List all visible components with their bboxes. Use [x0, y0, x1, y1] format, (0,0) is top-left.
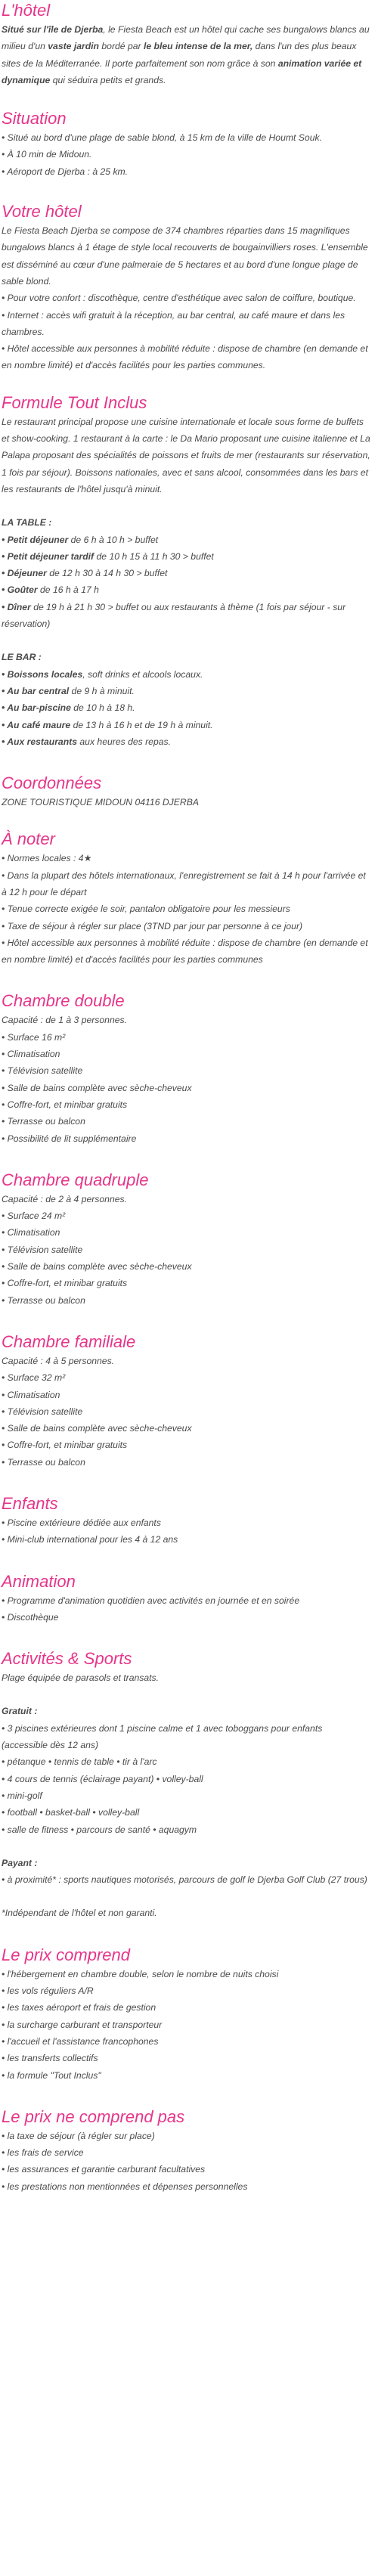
section-title-votre-hotel: Votre hôtel	[2, 202, 82, 222]
meal-label: • Goûter	[2, 584, 38, 596]
section-formule	[2, 392, 370, 750]
section-situation	[2, 108, 370, 180]
a-noter-list	[2, 850, 370, 968]
list-item: • à proximité* : sports nautiques motorisés, parcours de golf le Djerba Golf Club (27 trous)	[2, 1874, 367, 1886]
section-title-coordonnees: Coordonnées	[2, 773, 102, 793]
formule-intro: Le restaurant principal propose une cuisine internationale et locale sous forme de buffets et show-cooking. 1 restaurant à la carte : le Da Mario proposant une cuisine italienne et La Palapa proposant des spécialités de poissons et fruits de mer (restaurants sur réservation, 1 fois par séjour). Boissons nationales, avec et sans alcool, consommées dans les bars et les restaurants de l'hôtel jusqu'à minuit.	[2, 416, 370, 494]
section-title-chambre-familiale: Chambre familiale	[2, 1331, 136, 1351]
payant-heading: Payant :	[2, 1857, 38, 1868]
list-item	[2, 581, 370, 598]
bar-time: de 13 h à 16 h et de 19 h à minuit.	[70, 719, 213, 730]
section-title-activites: Activités & Sports	[2, 1649, 132, 1669]
list-item: • mini-golf	[2, 1790, 42, 1801]
list-item	[2, 599, 370, 633]
section-title-prix-comprend: Le prix comprend	[2, 1945, 130, 1964]
gratuit-heading: Gratuit :	[2, 1706, 38, 1717]
section-title-animation: Animation	[2, 1571, 76, 1591]
bar-label: • Boissons locales	[2, 668, 83, 680]
hotel-description	[2, 21, 370, 88]
bar-label: • Au café maure	[2, 719, 71, 730]
bar-time: de 9 h à minuit.	[69, 685, 135, 696]
list-item: • Mini-club international pour les 4 à 12 ans	[2, 1534, 178, 1545]
list-item: • Hôtel accessible aux personnes à mobilité réduite : dispose de chambre (en demande et en nombre limité) et d'accès facilités pour les parties communes	[2, 937, 368, 966]
list-item: • la taxe de séjour (à régler sur place)	[2, 2130, 155, 2141]
list-item: • Situé au bord d'une plage de sable blond, à 15 km de la ville de Houmt Souk.	[2, 132, 322, 144]
section-title-situation: Situation	[2, 109, 67, 129]
hotel-intro-text-4: qui séduira petits et grands.	[50, 74, 166, 85]
hotel-intro-text-3: dans l'un des plus beaux sites de la Méditerranée. Il porte parfaitement son nom grâce à son	[2, 41, 357, 69]
list-item: • Télévision satellite	[2, 1244, 83, 1255]
bar-label: • Au bar central	[2, 685, 70, 696]
list-item: • Terrasse ou balcon	[2, 1456, 85, 1468]
section-votre-hotel	[2, 201, 370, 374]
bar-time: aux heures des repas.	[77, 736, 171, 747]
meal-time: de 16 h à 17 h	[37, 584, 99, 596]
list-item: • les transferts collectifs	[2, 2053, 98, 2064]
list-item: • salle de fitness • parcours de santé • aquagym	[2, 1824, 197, 1835]
list-item	[2, 548, 370, 565]
bar-time: , soft drinks et alcools locaux.	[82, 668, 203, 680]
meal-label: • Dîner	[2, 601, 31, 612]
hotel-intro-bold-2: vaste jardin	[48, 41, 100, 52]
list-item: • Possibilité de lit supplémentaire	[2, 1133, 137, 1144]
list-item: • les frais de service	[2, 2147, 84, 2159]
section-title-hotel: L'hôtel	[2, 1, 51, 20]
list-item: • Surface 32 m²	[2, 1372, 66, 1384]
list-item: • Salle de bains complète avec sèche-cheveux	[2, 1261, 192, 1273]
list-item: • Climatisation	[2, 1049, 60, 1060]
meal-label: • Déjeuner	[2, 568, 47, 579]
meal-time: de 6 h à 10 h > buffet	[68, 534, 159, 545]
list-item: • Normes locales : 4★	[2, 853, 92, 864]
list-item: • l'hébergement en chambre double, selon le nombre de nuits choisi	[2, 1968, 279, 1979]
list-item: • Surface 16 m²	[2, 1031, 66, 1043]
situation-list	[2, 129, 370, 180]
section-title-enfants: Enfants	[2, 1494, 58, 1513]
section-chambre-familiale	[2, 1331, 370, 1471]
section-title-a-noter: À noter	[2, 829, 55, 849]
list-item	[2, 699, 370, 716]
table-heading: LA TABLE :	[2, 517, 52, 529]
formule-text	[2, 414, 370, 750]
activites-intro: Plage équipée de parasols et transats.	[2, 1672, 160, 1684]
list-item	[2, 532, 370, 548]
list-item: • l'accueil et l'assistance francophones	[2, 2035, 159, 2047]
bar-heading: LE BAR :	[2, 652, 42, 663]
chambre-quadruple-list	[2, 1191, 370, 1309]
list-item: • les prestations non mentionnées et dépenses personnelles	[2, 2181, 248, 2192]
list-item: • Aéroport de Djerba : à 25 km.	[2, 166, 129, 177]
list-item: • les taxes aéroport et frais de gestion	[2, 2002, 156, 2013]
section-activites	[2, 1648, 370, 1922]
section-animation	[2, 1571, 370, 1626]
list-item: • Salle de bains complète avec sèche-cheveux	[2, 1423, 192, 1434]
bar-time: de 10 h à 18 h.	[70, 702, 135, 714]
meal-time: de 12 h 30 à 14 h 30 > buffet	[46, 568, 168, 579]
list-item: • 3 piscines extérieures dont 1 piscine calme et 1 avec toboggans pour enfants (accessible dès 12 ans)	[2, 1722, 323, 1751]
hotel-intro-bold-1: Situé sur l'île de Djerba	[2, 24, 104, 35]
list-item: • Discothèque	[2, 1611, 59, 1623]
list-item: • Télévision satellite	[2, 1065, 83, 1077]
activites-text	[2, 1669, 370, 1922]
list-item: • Surface 24 m²	[2, 1211, 66, 1222]
list-item	[2, 733, 370, 750]
section-chambre-double	[2, 990, 370, 1146]
section-coordonnees	[2, 773, 370, 811]
prix-ne-comprend-pas-list	[2, 2128, 370, 2195]
list-item: • Tenue correcte exigée le soir, pantalon obligatoire pour les messieurs	[2, 904, 290, 915]
list-item: • Taxe de séjour à régler sur place (3TND par jour par personne à ce jour)	[2, 920, 303, 932]
list-item: Capacité : de 2 à 4 personnes.	[2, 1193, 127, 1204]
list-item: • Internet : accès wifi gratuit à la réception, au bar central, au café maure et dans les chambres.	[2, 309, 345, 337]
section-prix-ne-comprend-pas	[2, 2106, 370, 2195]
list-item: • Télévision satellite	[2, 1406, 83, 1417]
list-item: Le Fiesta Beach Djerba se compose de 374 chambres réparties dans 15 magnifiques bungalows blancs à 1 étage de style local recouverts de bougainvilliers roses. L'ensemble est disséminé au cœur d'une palmeraie de 5 hectares et au bord d'une longue plage de sable blond.	[2, 225, 368, 287]
hotel-intro-bold-3: le bleu intense de la mer,	[143, 41, 253, 52]
section-title-chambre-double: Chambre double	[2, 991, 125, 1011]
address-text: ZONE TOURISTIQUE MIDOUN 04116 DJERBA	[2, 797, 199, 808]
section-hotel	[2, 0, 370, 88]
list-item: • Terrasse ou balcon	[2, 1116, 85, 1127]
list-item: • Dans la plupart des hôtels internationaux, l'enregistrement se fait à 14 h pour l'arrivée et à 12 h pour le départ	[2, 870, 366, 897]
address	[2, 794, 370, 811]
chambre-double-list	[2, 1012, 370, 1146]
activites-note: *Indépendant de l'hôtel et non garanti.	[2, 1908, 157, 1919]
meal-time: de 19 h à 21 h 30 > buffet ou aux restaurants à thème (1 fois par séjour - sur réservation)	[2, 601, 346, 630]
list-item: • Pour votre confort : discothèque, centre d'esthétique avec salon de coiffure, boutique.	[2, 293, 356, 304]
list-item: • pétanque • tennis de table • tir à l'arc	[2, 1756, 157, 1768]
bar-label: • Aux restaurants	[2, 736, 77, 747]
list-item: • Coffre-fort, et minibar gratuits	[2, 1440, 128, 1451]
list-item: • Coffre-fort, et minibar gratuits	[2, 1099, 128, 1110]
meal-time: de 10 h 15 à 11 h 30 > buffet	[94, 550, 214, 562]
animation-list	[2, 1592, 370, 1626]
list-item: • Hôtel accessible aux personnes à mobilité réduite : dispose de chambre (en demande et en nombre limité) et d'accès facilités pour les parties communes.	[2, 343, 368, 371]
list-item: • Piscine extérieure dédiée aux enfants	[2, 1517, 161, 1528]
list-item	[2, 565, 370, 581]
list-item: • la formule "Tout Inclus"	[2, 2069, 101, 2081]
section-title-chambre-quadruple: Chambre quadruple	[2, 1170, 149, 1189]
list-item: • Terrasse ou balcon	[2, 1294, 85, 1306]
meal-label: • Petit déjeuner tardif	[2, 550, 94, 562]
list-item: • Climatisation	[2, 1227, 60, 1238]
hotel-intro-text-1: , le Fiesta Beach est un hôtel qui cache ses bungalows blancs au milieu d'un	[2, 24, 370, 52]
section-enfants	[2, 1493, 370, 1548]
list-item: • Salle de bains complète avec sèche-cheveux	[2, 1082, 192, 1093]
section-title-prix-ne-comprend-pas: Le prix ne comprend pas	[2, 2106, 185, 2126]
prix-comprend-list	[2, 1966, 370, 2084]
section-a-noter	[2, 829, 370, 968]
section-chambre-quadruple	[2, 1170, 370, 1309]
section-title-formule: Formule Tout Inclus	[2, 392, 147, 412]
list-item	[2, 666, 370, 683]
list-item: Capacité : de 1 à 3 personnes.	[2, 1015, 127, 1026]
list-item: • À 10 min de Midoun.	[2, 149, 92, 160]
list-item: • les assurances et garantie carburant facultatives	[2, 2164, 206, 2175]
list-item: • Climatisation	[2, 1389, 60, 1400]
list-item: • football • basket-ball • volley-ball	[2, 1807, 140, 1818]
section-prix-comprend	[2, 1945, 370, 2084]
enfants-list	[2, 1514, 370, 1548]
bar-label: • Au bar-piscine	[2, 702, 71, 714]
hotel-intro-bold-4: animation variée et dynamique	[2, 57, 362, 85]
list-item	[2, 717, 370, 733]
votre-hotel-text	[2, 222, 370, 374]
list-item: • Coffre-fort, et minibar gratuits	[2, 1278, 128, 1289]
chambre-familiale-list	[2, 1353, 370, 1471]
list-item: • Programme d'animation quotidien avec activités en journée et en soirée	[2, 1595, 300, 1606]
list-item: Capacité : 4 à 5 personnes.	[2, 1355, 115, 1366]
list-item: • 4 cours de tennis (éclairage payant) • volley-ball	[2, 1773, 203, 1784]
hotel-intro-text-2: bordé par	[99, 41, 144, 52]
list-item: • la surcharge carburant et transporteur	[2, 2019, 163, 2030]
meal-label: • Petit déjeuner	[2, 534, 69, 545]
list-item: • les vols réguliers A/R	[2, 1985, 94, 1997]
list-item	[2, 683, 370, 699]
